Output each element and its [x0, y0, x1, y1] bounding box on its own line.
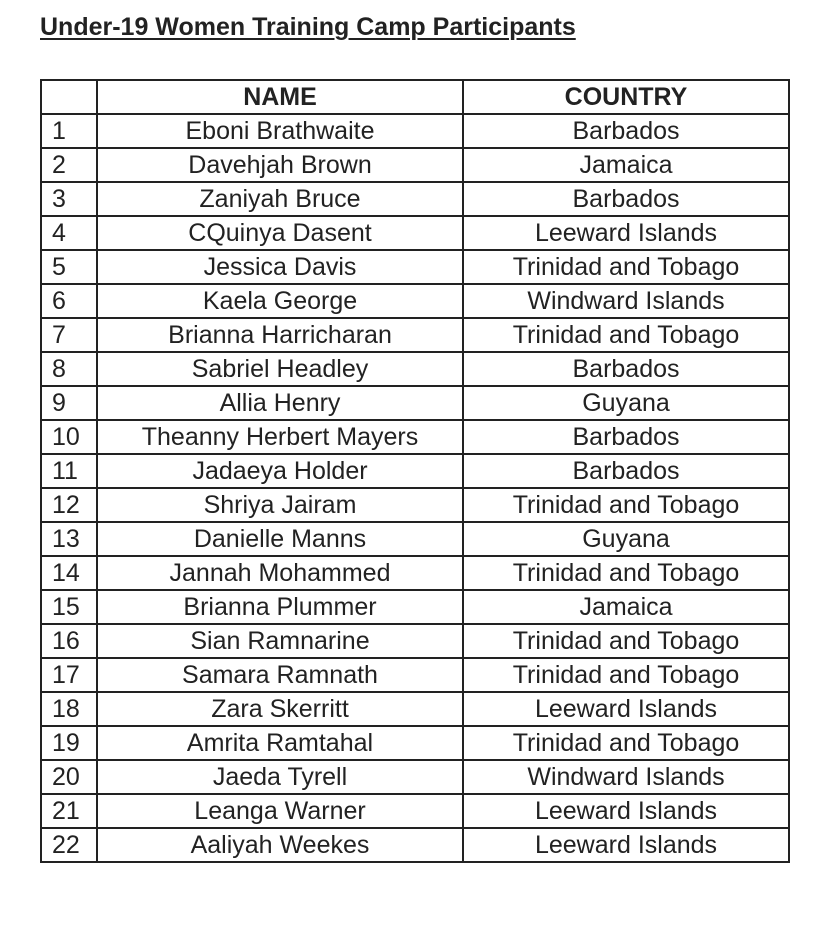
- participant-country: Windward Islands: [463, 760, 789, 794]
- row-number: 7: [41, 318, 97, 352]
- participant-name: Theanny Herbert Mayers: [97, 420, 463, 454]
- participant-name: Zaniyah Bruce: [97, 182, 463, 216]
- row-number: 15: [41, 590, 97, 624]
- row-number: 21: [41, 794, 97, 828]
- participant-name: Aaliyah Weekes: [97, 828, 463, 862]
- row-number: 18: [41, 692, 97, 726]
- table-row: [41, 794, 789, 828]
- table-row: [41, 624, 789, 658]
- participant-country: Leeward Islands: [463, 828, 789, 862]
- table-row: [41, 556, 789, 590]
- participant-name: Danielle Manns: [97, 522, 463, 556]
- table-row: [41, 284, 789, 318]
- row-number: 11: [41, 454, 97, 488]
- row-number: 12: [41, 488, 97, 522]
- table-row: [41, 318, 789, 352]
- table-row: [41, 454, 789, 488]
- table-row: [41, 420, 789, 454]
- participant-country: Barbados: [463, 182, 789, 216]
- table-row: [41, 692, 789, 726]
- table-body: [41, 114, 789, 862]
- participant-name: Zara Skerritt: [97, 692, 463, 726]
- row-number: 5: [41, 250, 97, 284]
- row-number: 10: [41, 420, 97, 454]
- participants-table: [40, 79, 790, 863]
- document-title: Under-19 Women Training Camp Participants: [40, 13, 576, 41]
- row-number: 2: [41, 148, 97, 182]
- row-number: 16: [41, 624, 97, 658]
- participant-country: Jamaica: [463, 590, 789, 624]
- participant-name: Jadaeya Holder: [97, 454, 463, 488]
- participant-name: Kaela George: [97, 284, 463, 318]
- participant-country: Barbados: [463, 454, 789, 488]
- row-number: 14: [41, 556, 97, 590]
- participant-name: Brianna Harricharan: [97, 318, 463, 352]
- participant-name: Eboni Brathwaite: [97, 114, 463, 148]
- participant-country: Trinidad and Tobago: [463, 488, 789, 522]
- participant-country: Windward Islands: [463, 284, 789, 318]
- column-header-country: COUNTRY: [463, 80, 789, 114]
- table-row: [41, 590, 789, 624]
- participant-name: Sian Ramnarine: [97, 624, 463, 658]
- table-row: [41, 386, 789, 420]
- participant-country: Jamaica: [463, 148, 789, 182]
- participant-name: Allia Henry: [97, 386, 463, 420]
- participant-country: Leeward Islands: [463, 692, 789, 726]
- participant-name: Jessica Davis: [97, 250, 463, 284]
- row-number: 17: [41, 658, 97, 692]
- table-row: [41, 250, 789, 284]
- row-number: 3: [41, 182, 97, 216]
- participant-name: Amrita Ramtahal: [97, 726, 463, 760]
- participant-country: Trinidad and Tobago: [463, 318, 789, 352]
- participant-name: Jannah Mohammed: [97, 556, 463, 590]
- participant-country: Guyana: [463, 386, 789, 420]
- table-row: [41, 658, 789, 692]
- participant-name: Leanga Warner: [97, 794, 463, 828]
- participant-name: Davehjah Brown: [97, 148, 463, 182]
- row-number: 9: [41, 386, 97, 420]
- participant-country: Trinidad and Tobago: [463, 556, 789, 590]
- row-number: 19: [41, 726, 97, 760]
- participant-name: Shriya Jairam: [97, 488, 463, 522]
- participant-country: Leeward Islands: [463, 216, 789, 250]
- participant-country: Barbados: [463, 114, 789, 148]
- participant-country: Trinidad and Tobago: [463, 658, 789, 692]
- participant-name: Jaeda Tyrell: [97, 760, 463, 794]
- row-number: 1: [41, 114, 97, 148]
- column-header-name: NAME: [97, 80, 463, 114]
- participant-country: Trinidad and Tobago: [463, 250, 789, 284]
- participant-country: Leeward Islands: [463, 794, 789, 828]
- table-row: [41, 760, 789, 794]
- table-header-row: [41, 80, 789, 114]
- participant-name: Brianna Plummer: [97, 590, 463, 624]
- table-row: [41, 726, 789, 760]
- row-number: 4: [41, 216, 97, 250]
- participant-country: Barbados: [463, 352, 789, 386]
- participant-country: Guyana: [463, 522, 789, 556]
- participant-country: Barbados: [463, 420, 789, 454]
- table-row: [41, 114, 789, 148]
- row-number: 13: [41, 522, 97, 556]
- row-number: 22: [41, 828, 97, 862]
- table-row: [41, 488, 789, 522]
- row-number: 8: [41, 352, 97, 386]
- participant-country: Trinidad and Tobago: [463, 726, 789, 760]
- table-row: [41, 522, 789, 556]
- row-number: 6: [41, 284, 97, 318]
- participant-name: Sabriel Headley: [97, 352, 463, 386]
- participant-name: Samara Ramnath: [97, 658, 463, 692]
- table-row: [41, 216, 789, 250]
- table-row: [41, 828, 789, 862]
- row-number: 20: [41, 760, 97, 794]
- participant-name: CQuinya Dasent: [97, 216, 463, 250]
- table-row: [41, 182, 789, 216]
- table-row: [41, 148, 789, 182]
- column-header-number: [41, 80, 97, 114]
- participant-country: Trinidad and Tobago: [463, 624, 789, 658]
- table-row: [41, 352, 789, 386]
